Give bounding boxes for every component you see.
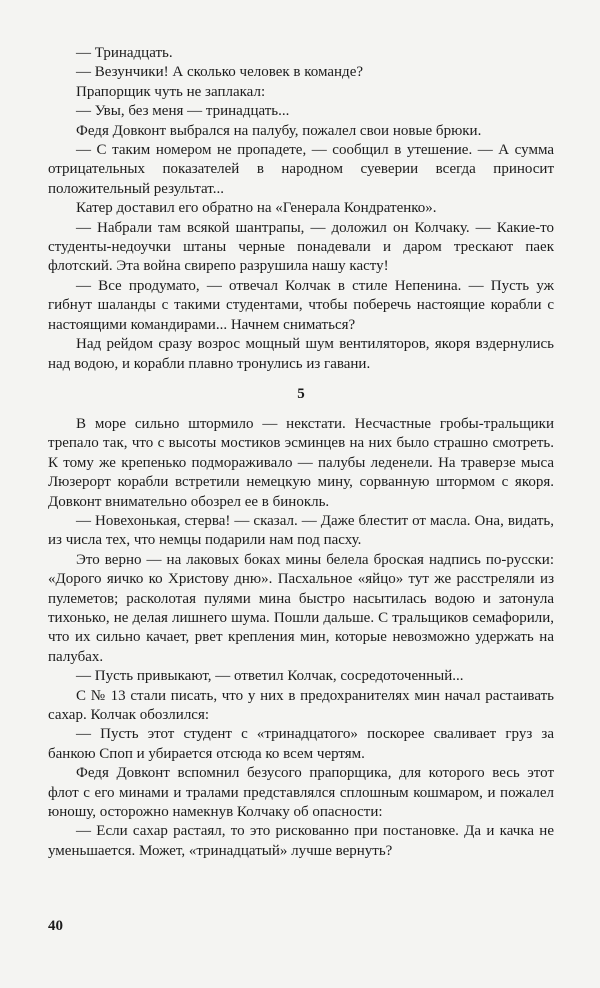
paragraph: — Пусть этот студент с «тринадцатого» поскорее сваливает груз за банкою Споп и убирается отсюда ко всем чертям.	[48, 726, 554, 762]
paragraph: — Везунчики! А сколько человек в команде?	[76, 64, 364, 81]
paragraph: С № 13 стали писать, что у них в предохранителях мин начал растаивать сахар. Колчак обозлился:	[48, 687, 554, 723]
page-number: 40	[48, 918, 63, 934]
paragraph: — С таким номером не пропадете, — сообщил в утешение. — А сумма отрицательных показателей в народном суеверии всегда приносит положительный результат...	[48, 142, 554, 197]
paragraph: — Тринадцать.	[76, 45, 173, 61]
paragraph: Над рейдом сразу возрос мощный шум вентиляторов, якоря вздернулись над водою, и корабли плавно тронулись из гавани.	[48, 336, 554, 372]
chapter-number: 5	[297, 385, 305, 402]
paragraph: — Набрали там всякой шантрапы, — доложил он Колчаку. — Какие-то студенты-недоучки штаны черные понадевали и даром трескают паек флотский. Эта война свирепо разрушила нашу касту!	[48, 219, 554, 275]
paragraph: — Пусть привыкают, — ответил Колчак, сосредоточенный...	[76, 668, 464, 685]
paragraph: Федя Довконт выбрался на палубу, пожалел свои новые брюки.	[76, 122, 482, 139]
paragraph: Катер доставил его обратно на «Генерала Кондратенко».	[76, 200, 437, 217]
paragraph: В море сильно штормило — некстати. Несчастные гробы-тральщики трепало так, что с высоты мостиков эсминцев на них было страшно смотреть. К тому же крепенько подмораживало — палубы леденели. На траверзе мыса Люзерорт корабли встретили немецкую мину, сорванную штормом с якоря. Довконт внимательно обозрел ее в бинокль.	[48, 415, 554, 510]
paragraph: Это верно — на лаковых боках мины белела броская надпись по-русски: «Дорого яичко ко Христову дню». Пасхальное «яйцо» тут же расстреляли из пулеметов; расколотая пулями мина быстро насытилась водою и затонула тихонько, не делая лишнего шума. Пошли дальше. С тральщиков семафорили, что их сильно качает, рвет крепления мин, которые невозможно удержать на палубах.	[48, 551, 554, 665]
paragraph: — Увы, без меня — тринадцать...	[76, 103, 290, 120]
page-text	[48, 44, 554, 861]
paragraph: Прапорщик чуть не заплакал:	[76, 83, 266, 100]
paragraph: Федя Довконт вспомнил безусого прапорщика, для которого весь этот флот с его минами и тралами представлялся сплошным кошмаром, и пожалел юношу, осторожно намекнув Колчаку об опасности:	[48, 765, 554, 821]
paragraph: — Если сахар растаял, то это рискованно при постановке. Да и качка не уменьшается. Может, «тринадцатый» лучше вернуть?	[48, 823, 554, 859]
paragraph: — Все продумато, — отвечал Колчак в стиле Непенина. — Пусть уж гибнут шаланды с такими студентами, чтобы поберечь настоящие корабли с настоящими командирами... Начнем сниматься?	[48, 277, 554, 333]
paragraph: — Новехонькая, стерва! — сказал. — Даже блестит от масла. Она, видать, из числа тех, что немцы подарили нам под пасху.	[48, 512, 554, 549]
